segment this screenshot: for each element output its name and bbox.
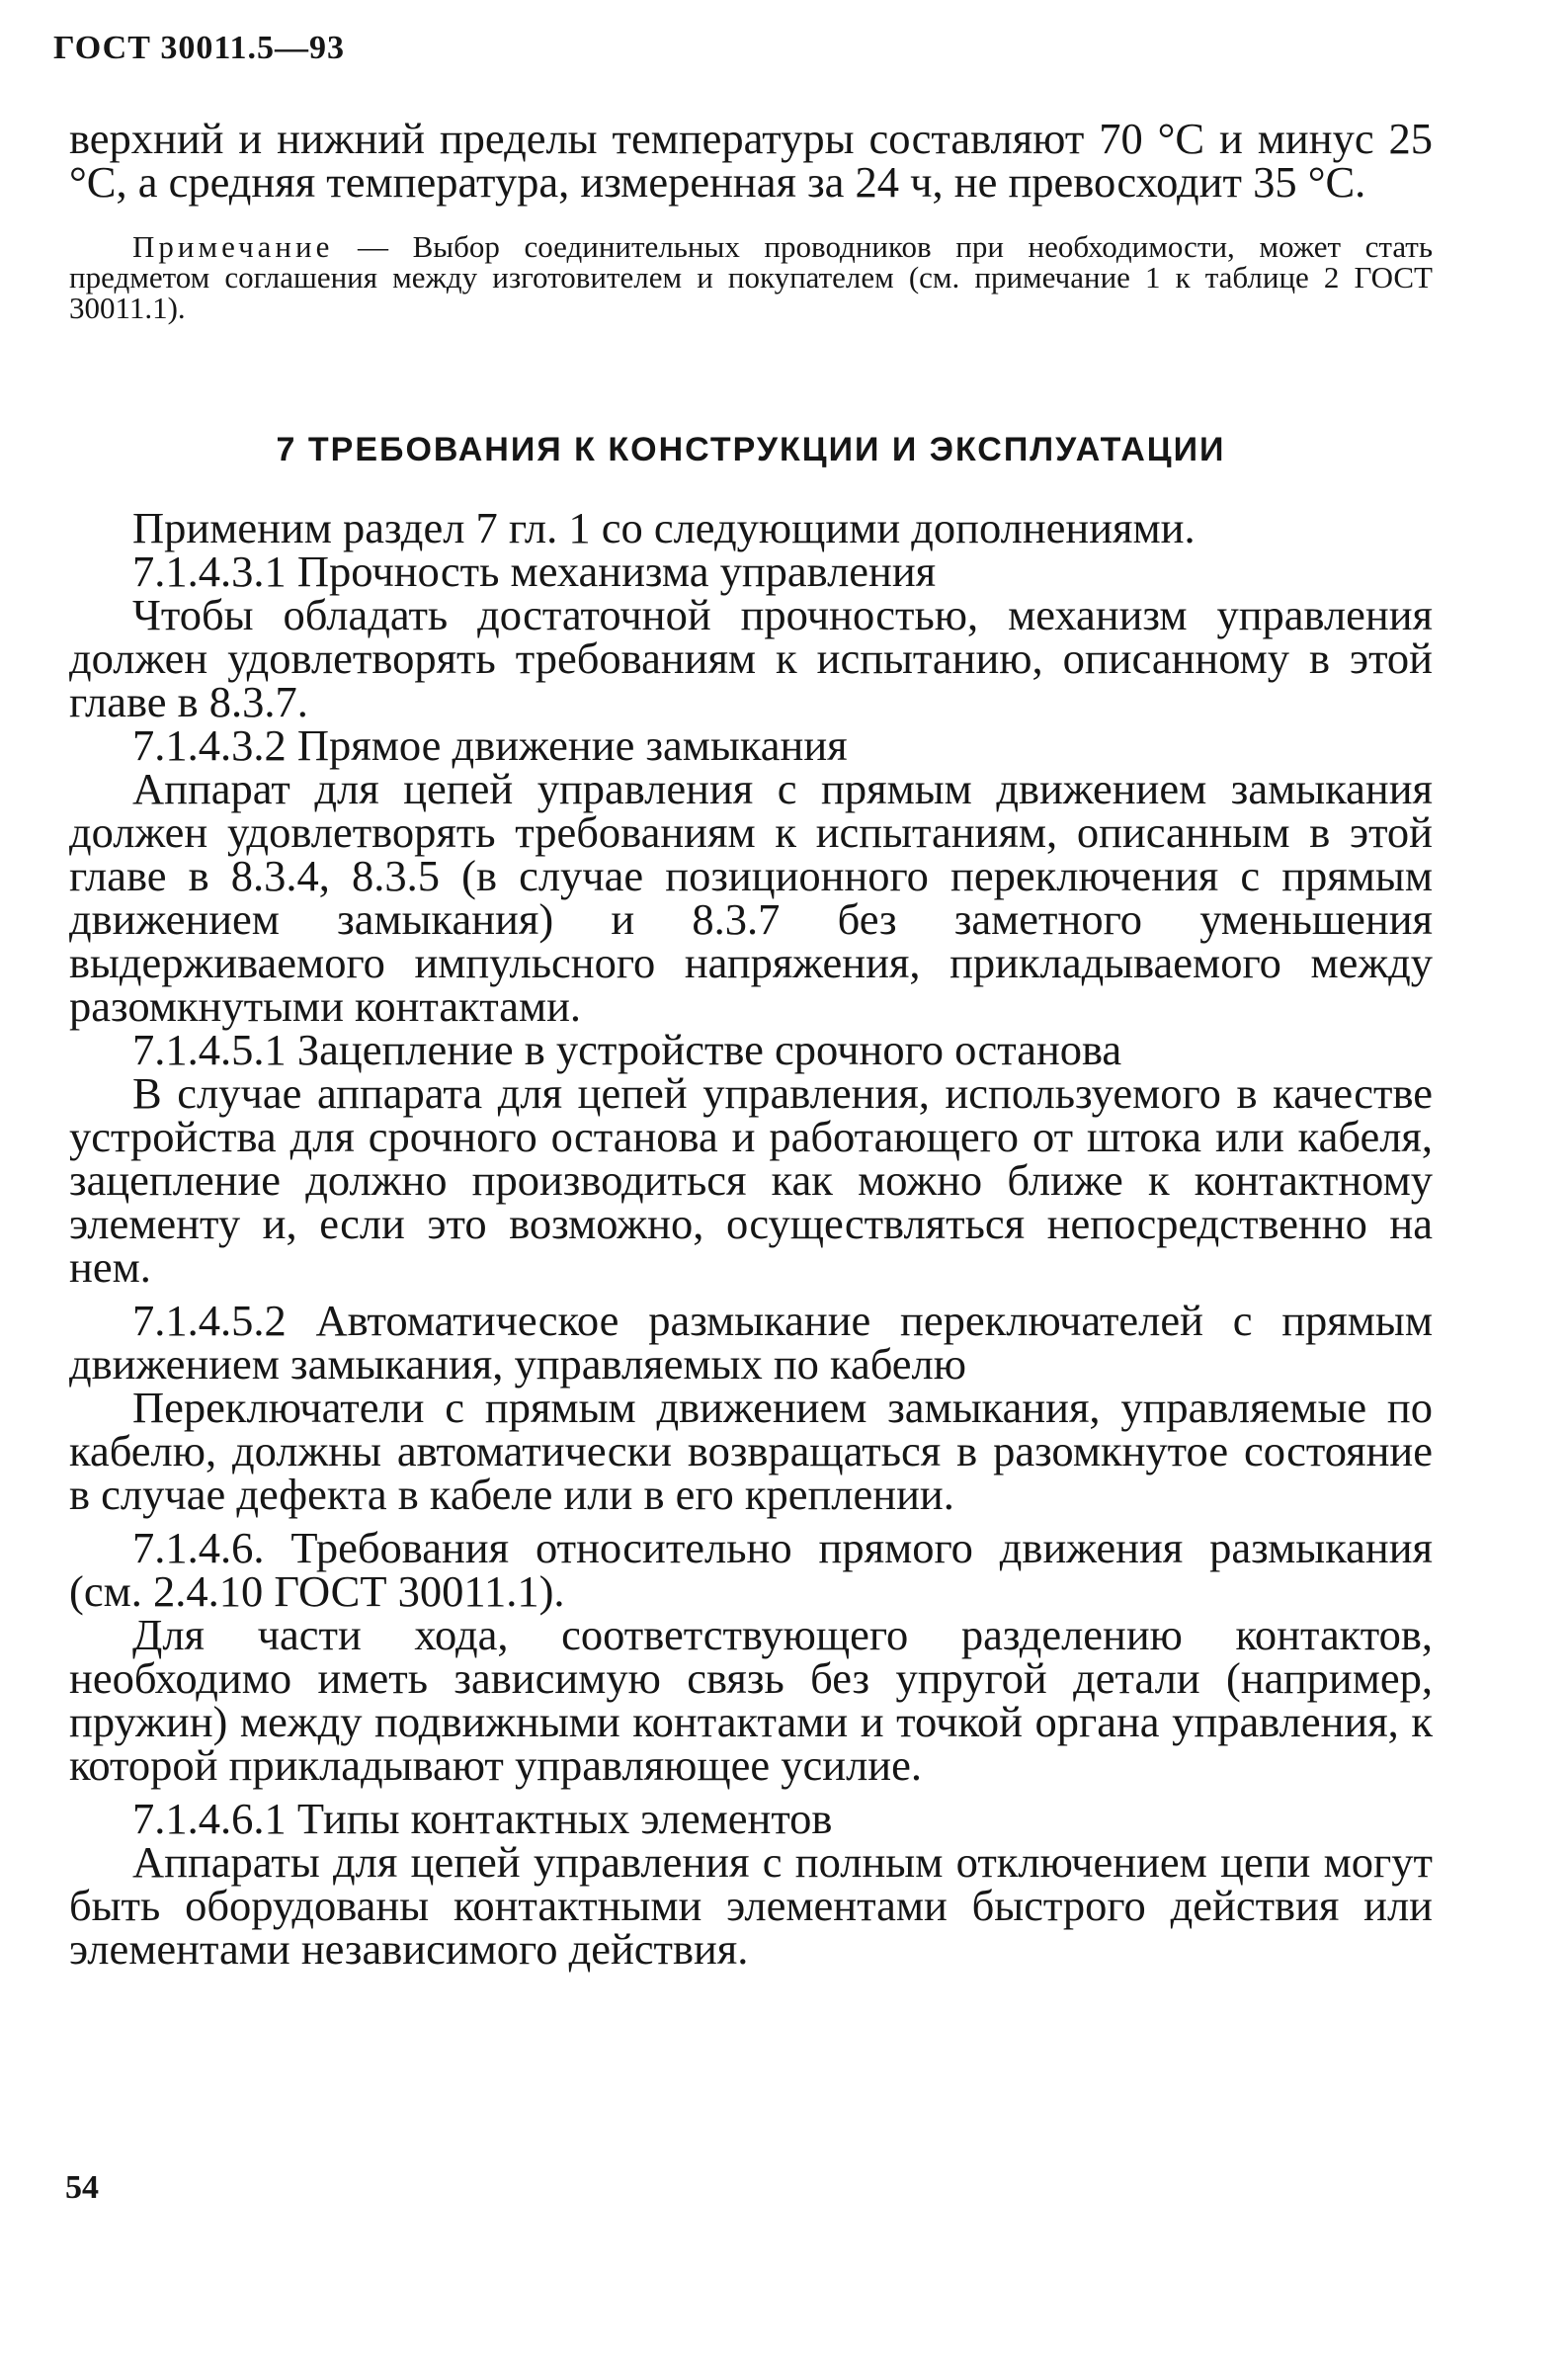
clause-heading-7-1-4-3-1: 7.1.4.3.1 Прочность механизма управления: [132, 547, 937, 596]
note-paragraph: [69, 231, 1433, 323]
clause-heading-7-1-4-5-1: 7.1.4.5.1 Зацепление в устройстве срочного останова: [132, 1025, 1122, 1074]
clause-heading-7-1-4-5-2: 7.1.4.5.2 Автоматическое размыкание переключателей с прямым движением замыкания, управляемых по кабелю: [69, 1296, 1433, 1389]
clause-heading-7-1-4-6-1: 7.1.4.6.1 Типы контактных элементов: [132, 1794, 833, 1843]
section-body: [69, 503, 1433, 1974]
clause-heading-7-1-4-3-2: 7.1.4.3.2 Прямое движение замыкания: [132, 720, 848, 770]
page-number: 54: [65, 2169, 99, 2206]
note-label: Примечание: [132, 229, 334, 264]
paragraph-contact-separation: Для части хода, соответствующего разделению контактов, необходимо иметь зависимую связь без упругой детали (например, пружин) между подвижными контактами и точкой органа управления, к которой прикладывают управляющее усилие.: [69, 1610, 1433, 1790]
paragraph-emergency-stop: В случае аппарата для цепей управления, используемого в качестве устройства для срочного останова и работающего от штока или кабеля, зацепление должно производиться как можно ближе к контактному элементу и, если это возможно, осуществляться непосредственно на нем.: [69, 1068, 1433, 1292]
paragraph-strength: Чтобы обладать достаточной прочностью, механизм управления должен удовлетворять требованиям к испытанию, описанному в этой главе в 8.3.7.: [69, 590, 1433, 726]
standard-header: ГОСТ 30011.5—93: [53, 30, 346, 66]
paragraph-temperature: верхний и нижний пределы температуры составляют 70 °С и минус 25 °С, а средняя температура, измеренная за 24 ч, не превосходит 35 °С.: [69, 114, 1433, 207]
paragraph-direct-closing: Аппарат для цепей управления с прямым движением замыкания должен удовлетворять требованиям к испытаниям, описанным в этой главе в 8.3.4, 8.3.5 (в случае позиционного переключения с прямым движением замыкания) и 8.3.7 без заметного уменьшения выдерживаемого импульсного напряжения, прикладываемого между разомкнутыми контактами.: [69, 764, 1433, 1031]
paragraph-intro: Применим раздел 7 гл. 1 со следующими дополнениями.: [132, 503, 1196, 552]
clause-heading-7-1-4-6: 7.1.4.6. Требования относительно прямого движения размыкания (см. 2.4.10 ГОСТ 30011.1).: [69, 1523, 1433, 1616]
intro-block: [69, 114, 1433, 325]
section-title: 7 ТРЕБОВАНИЯ К КОНСТРУКЦИИ И ЭКСПЛУАТАЦИИ: [276, 431, 1226, 468]
paragraph-contact-types: Аппараты для цепей управления с полным отключением цепи могут быть оборудованы контактными элементами быстрого действия или элементами независимого действия.: [69, 1837, 1433, 1974]
paragraph-cable-switches: Переключатели с прямым движением замыкания, управляемые по кабелю, должны автоматически возвращаться в разомкнутое состояние в случае дефекта в кабеле или в его креплении.: [69, 1383, 1433, 1519]
note-text: — Выбор соединительных проводников при необходимости, может стать предметом соглашения между изготовителем и покупателем (см. примечание 1 к таблице 2 ГОСТ 30011.1).: [69, 229, 1433, 325]
